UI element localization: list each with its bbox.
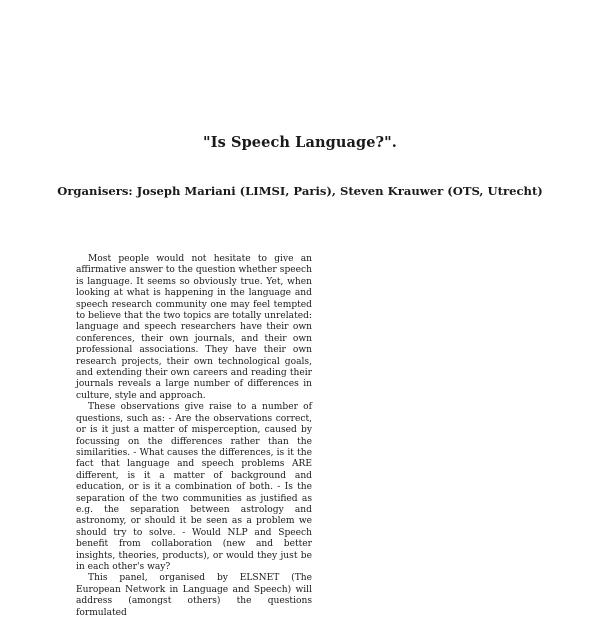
paragraph-1: Most people would not hesitate to give an affirmative answer to the question whether speech is language. It seems so obviously true. Yet, when looking at what is happening in the language and speech research community one may feel tempted to believe that the two topics are totally unrelated: language and speech researchers have their own conferences, their own journals, and their own professional associations. They have their own research projects, their own technological goals, and extending their own careers and reading their journals reveals a large number of differences in culture, style and approach.	[76, 254, 312, 401]
body-column	[76, 254, 312, 619]
paragraph-3: This panel, organised by ELSNET (The European Network in Language and Speech) will address (amongst others) the questions formulated	[76, 573, 312, 618]
page-title: "Is Speech Language?".	[203, 134, 397, 151]
paragraph-2: These observations give raise to a number of questions, such as: - Are the observations correct, or is it just a matter of misperception, caused by focussing on the differences rather than the similarities. - What causes the differences, is it the fact that language and speech problems ARE different, is it a matter of background and education, or is it a combination of both. - Is the separation of the two communities as justified as e.g. the separation between astrology and astronomy, or should it be seen as a problem we should try to solve. - Would NLP and Speech benefit from collaboration (new and better insights, theories, products), or would they just be in each other's way?	[76, 402, 312, 572]
organisers-line: Organisers: Joseph Mariani (LIMSI, Paris), Steven Krauwer (OTS, Utrecht)	[57, 184, 543, 198]
